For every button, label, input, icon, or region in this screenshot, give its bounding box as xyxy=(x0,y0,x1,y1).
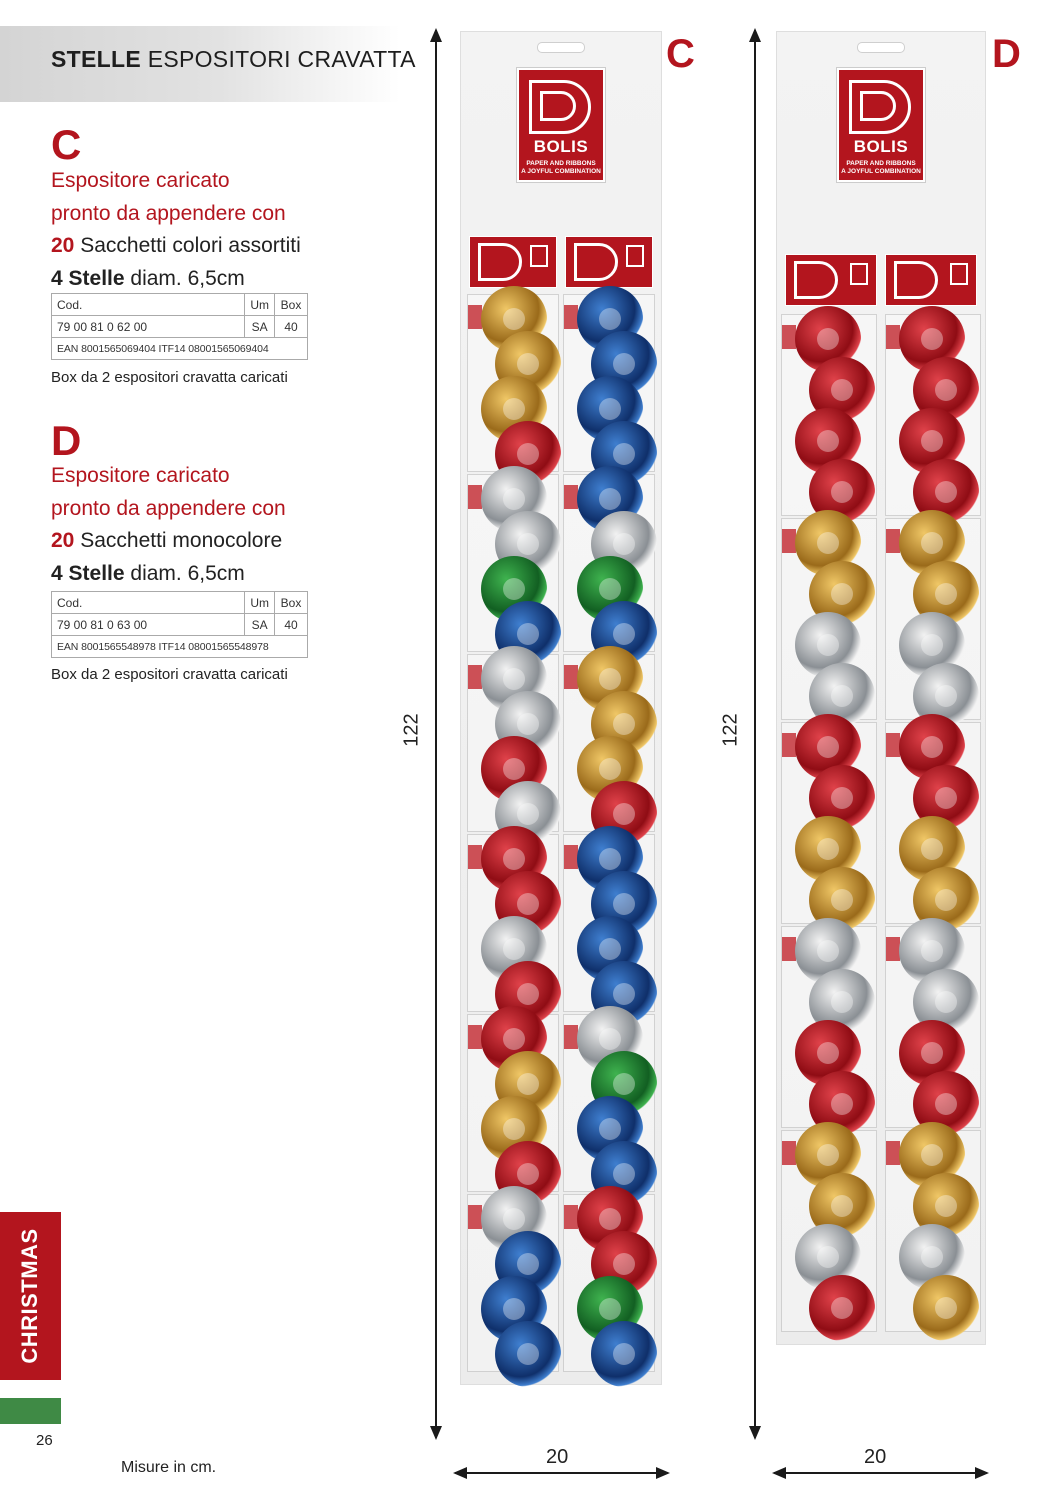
bag-header-card xyxy=(469,236,557,288)
bag-red-tab xyxy=(564,665,578,689)
product-c-stars-qty: 4 xyxy=(51,267,63,290)
height-label-c: 122 xyxy=(400,713,423,747)
table-cell-ean: EAN 8001565069404 ITF14 08001565069404 xyxy=(52,338,308,360)
product-d-bags xyxy=(51,529,282,553)
bow-column xyxy=(885,314,981,1340)
hanging-hole xyxy=(537,42,585,53)
bag-red-tab xyxy=(564,1025,578,1049)
height-label-d: 122 xyxy=(719,713,742,747)
bag-red-tab xyxy=(468,845,482,869)
star-bow xyxy=(913,1275,979,1341)
christmas-tab-label: CHRISTMAS xyxy=(17,1228,42,1364)
display-d-image xyxy=(776,31,986,1345)
bag-red-tab xyxy=(564,845,578,869)
product-c-box-note: Box da 2 espositori cravatta caricati xyxy=(51,369,288,386)
bag-red-tab xyxy=(886,325,900,349)
display-c-image xyxy=(460,31,662,1385)
bow-column xyxy=(467,294,559,1380)
logo-tagline-2: A JOYFUL COMBINATION xyxy=(521,168,601,175)
table-cell-cod: 79 00 81 0 63 00 xyxy=(52,614,245,636)
bow-column xyxy=(563,294,655,1380)
bolis-logo xyxy=(517,68,605,182)
bag-red-tab xyxy=(468,1205,482,1229)
logo-tagline-1: PAPER AND RIBBONS xyxy=(846,160,916,167)
table-header-box: Box xyxy=(275,294,308,316)
product-d-bags-text: Sacchetti monocolore xyxy=(80,529,283,552)
product-c-stars-word: Stelle xyxy=(68,267,125,290)
table-header-cod: Cod. xyxy=(52,592,245,614)
bag-red-tab xyxy=(468,665,482,689)
bow-column xyxy=(781,314,877,1340)
product-c-stars xyxy=(51,267,245,291)
product-d-letter: D xyxy=(51,417,82,464)
table-cell-ean: EAN 8001565548978 ITF14 08001565548978 xyxy=(52,636,308,658)
bag-red-tab xyxy=(468,485,482,509)
bag-header-card xyxy=(885,254,977,306)
product-d-line1: Espositore caricato xyxy=(51,464,230,487)
product-c-letter: C xyxy=(51,121,82,168)
logo-tagline-1: PAPER AND RIBBONS xyxy=(526,160,596,167)
bag-header-card xyxy=(785,254,877,306)
product-c-bags xyxy=(51,234,301,258)
table-cell-cod: 79 00 81 0 62 00 xyxy=(52,316,245,338)
measure-note: Misure in cm. xyxy=(121,1459,217,1476)
product-c-table xyxy=(51,293,308,360)
bag-red-tab xyxy=(468,305,482,329)
bag-red-tab xyxy=(564,1205,578,1229)
bag-red-tab xyxy=(782,1141,796,1165)
product-d-stars-qty: 4 xyxy=(51,562,63,585)
bag-red-tab xyxy=(782,325,796,349)
star-bow xyxy=(809,1275,875,1341)
product-d-stars-word: Stelle xyxy=(68,562,125,585)
bolis-logo-mark xyxy=(529,80,591,134)
bag-headers xyxy=(461,236,661,288)
width-label-c: 20 xyxy=(546,1446,569,1468)
bag-red-tab xyxy=(564,305,578,329)
height-dimension-d xyxy=(745,30,765,1438)
bag-red-tab xyxy=(564,485,578,509)
product-d-bags-qty: 20 xyxy=(51,529,75,552)
table-cell-um: SA xyxy=(245,316,275,338)
product-d-stars-text: diam. 6,5cm xyxy=(130,562,245,585)
product-d-line2: pronto da appendere con xyxy=(51,497,286,520)
title-bold: STELLE xyxy=(51,46,141,72)
logo-brand: BOLIS xyxy=(853,137,909,156)
product-d-box-note: Box da 2 espositori cravatta caricati xyxy=(51,666,288,683)
product-c-line2: pronto da appendere con xyxy=(51,202,286,225)
bag-red-tab xyxy=(886,733,900,757)
table-header-um: Um xyxy=(245,294,275,316)
product-d-stars xyxy=(51,562,245,586)
table-header-cod: Cod. xyxy=(52,294,245,316)
bag-red-tab xyxy=(782,937,796,961)
product-d-table xyxy=(51,591,308,658)
display-c-letter: C xyxy=(666,32,695,76)
product-c-line1: Espositore caricato xyxy=(51,169,230,192)
green-tab xyxy=(0,1398,61,1424)
page-number: 26 xyxy=(36,1432,53,1449)
bag-red-tab xyxy=(886,937,900,961)
star-bow xyxy=(591,1321,657,1387)
height-dimension-c xyxy=(426,30,446,1438)
logo-brand: BOLIS xyxy=(533,137,589,156)
bolis-logo-mark xyxy=(849,80,911,134)
table-cell-box: 40 xyxy=(275,614,308,636)
logo-tagline xyxy=(839,160,923,176)
table-header-um: Um xyxy=(245,592,275,614)
bag-red-tab xyxy=(468,1025,482,1049)
table-header-box: Box xyxy=(275,592,308,614)
star-bow xyxy=(495,1321,561,1387)
page-title xyxy=(51,46,416,73)
bag-headers xyxy=(777,254,985,306)
display-d-letter: D xyxy=(992,32,1021,76)
title-rest: ESPOSITORI CRAVATTA xyxy=(147,46,416,72)
product-c-stars-text: diam. 6,5cm xyxy=(130,267,245,290)
table-cell-box: 40 xyxy=(275,316,308,338)
product-c-bags-qty: 20 xyxy=(51,234,75,257)
hanging-hole xyxy=(857,42,905,53)
bolis-logo xyxy=(837,68,925,182)
table-cell-um: SA xyxy=(245,614,275,636)
logo-tagline-2: A JOYFUL COMBINATION xyxy=(841,168,921,175)
bag-red-tab xyxy=(886,529,900,553)
width-label-d: 20 xyxy=(864,1446,887,1468)
product-c-bags-text: Sacchetti colori assortiti xyxy=(80,234,301,257)
bag-red-tab xyxy=(782,733,796,757)
logo-tagline xyxy=(519,160,603,176)
bag-red-tab xyxy=(886,1141,900,1165)
bag-red-tab xyxy=(782,529,796,553)
bag-header-card xyxy=(565,236,653,288)
